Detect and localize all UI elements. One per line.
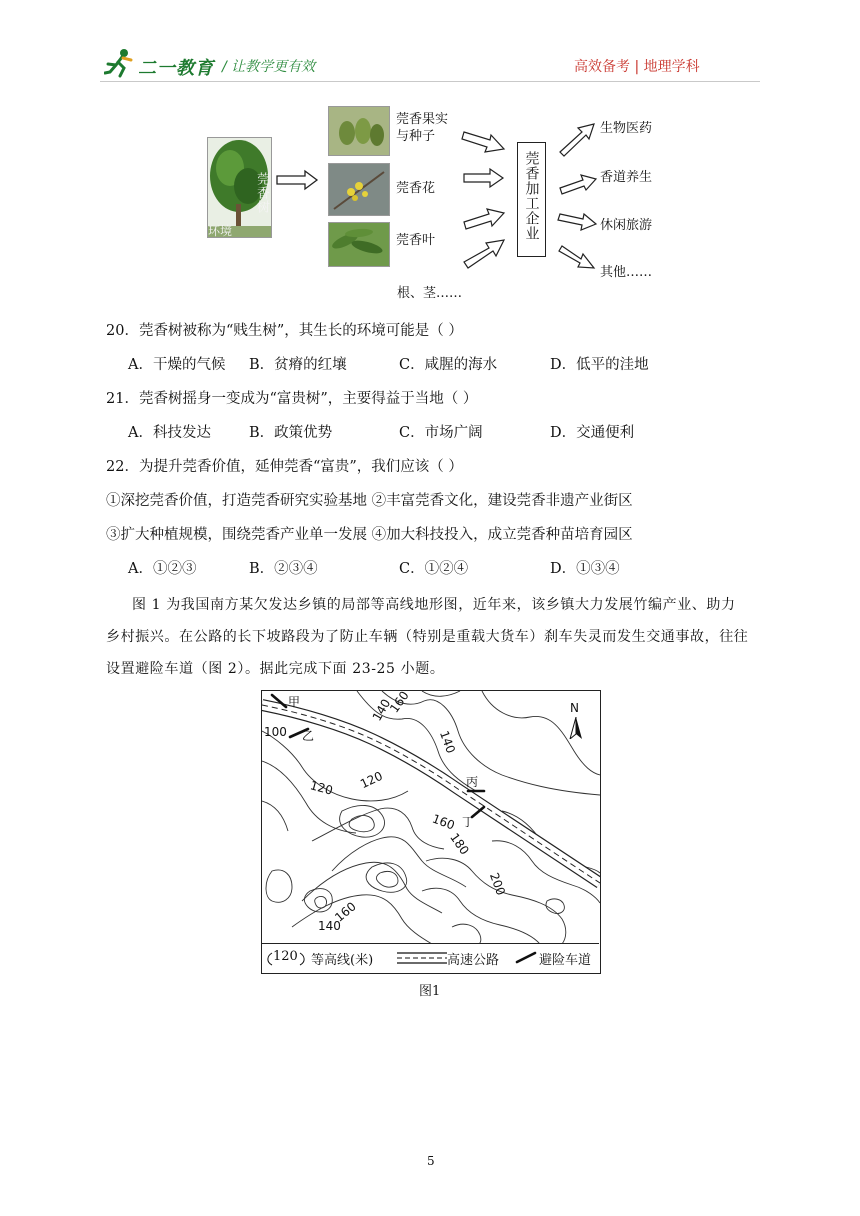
- option-22-c: C．①②④: [399, 561, 469, 577]
- legend-contour-value: 120: [273, 949, 298, 964]
- flow-arrows-in: [460, 122, 508, 272]
- north-label: N: [570, 701, 579, 715]
- flower-label: 莞香花: [396, 181, 436, 196]
- contour-label-120-a: 120: [358, 768, 385, 792]
- contour-label-120-b: 120: [308, 778, 335, 798]
- place-ding: 丁: [462, 815, 475, 829]
- enterprise-box: [517, 142, 546, 257]
- place-bing: 丙: [466, 775, 479, 789]
- page-number: 5: [427, 1154, 435, 1168]
- option-22-d: D．①③④: [550, 561, 620, 577]
- leaf-photo: [328, 222, 390, 267]
- intro-line-1: 图 1 为我国南方某欠发达乡镇的局部等高线地形图，近年来，该乡镇大力发展竹编产业、助力: [132, 597, 736, 613]
- legend-contour-label: 等高线(米): [311, 953, 374, 968]
- contour-label-200: 200: [486, 870, 508, 898]
- flower-photo: [328, 163, 390, 216]
- contour-label-180: 180: [447, 830, 472, 858]
- place-yi: 乙: [302, 729, 315, 743]
- option-21-a: A．科技发达: [128, 425, 211, 441]
- output-tourism: 休闲旅游: [600, 218, 653, 233]
- place-jia: 甲: [288, 695, 301, 709]
- legend-highway-label: 高速公路: [447, 953, 500, 968]
- fruit-photo: [328, 106, 390, 156]
- question-20-stem: 20．莞香树被称为“贱生树”，其生长的环境可能是（ ）: [106, 323, 463, 339]
- fruit-label-line1: 莞香果实: [396, 112, 449, 127]
- flow-arrows-out: [556, 118, 598, 278]
- option-20-d: D．低平的洼地: [550, 357, 649, 373]
- contour-label-140-b: 140: [436, 728, 458, 756]
- output-wellness: 香道养生: [600, 170, 653, 185]
- contour-map: [261, 690, 601, 974]
- option-21-b: B．政策优势: [249, 425, 333, 441]
- option-21-c: C．市场广阔: [399, 425, 483, 441]
- tree-tag: 环境: [208, 224, 233, 238]
- highway-legend-icon: [397, 952, 447, 964]
- header-divider: [100, 81, 760, 82]
- figure-caption: 图1: [419, 984, 441, 999]
- intro-line-3: 设置避险车道（图 2）。据此完成下面 23-25 小题。: [106, 661, 445, 677]
- logo-text: 二一教育: [138, 58, 214, 79]
- fruit-label-line2: 与种子: [396, 129, 436, 144]
- contour-legend-icon-right: [299, 952, 309, 966]
- option-22-b: B．②③④: [249, 561, 318, 577]
- root-note: 根、茎……: [397, 286, 463, 301]
- option-20-b: B．贫瘠的红壤: [249, 357, 347, 373]
- flow-arrow-icon: [275, 169, 319, 191]
- north-arrow-icon: [569, 717, 583, 739]
- legend-escape-label: 避险车道: [539, 953, 592, 968]
- leaf-label: 莞香叶: [396, 233, 436, 248]
- contour-label-160-b: 160: [430, 811, 457, 833]
- contour-label-100: 100: [264, 725, 287, 739]
- statement-line-1: ①深挖莞香价值，打造莞香研究实验基地 ②丰富莞香文化，建设莞香非遗产业街区: [106, 493, 633, 509]
- contour-label-140-c: 140: [318, 919, 341, 933]
- output-other: 其他……: [600, 265, 653, 280]
- header-slogan: / 让教学更有效: [222, 59, 316, 75]
- enterprise-label: 莞香加工企业: [523, 151, 540, 241]
- tree-label: 莞香树: [254, 172, 269, 214]
- question-21-stem: 21．莞香树摇身一变成为“富贵树”，主要得益于当地（ ）: [106, 391, 478, 407]
- header-subject: 高效备考 | 地理学科: [574, 59, 700, 75]
- contour-label-140-a: 140: [369, 696, 394, 724]
- contour-label-160-c: 160: [332, 899, 359, 925]
- contour-label-160-a: 160: [387, 688, 412, 716]
- output-medicine: 生物医药: [600, 121, 653, 136]
- intro-line-2: 乡村振兴。在公路的长下坡路段为了防止车辆（特别是重载大货车）刹车失灵而发生交通事故，往往: [106, 629, 749, 645]
- option-20-c: C．咸腥的海水: [399, 357, 498, 373]
- option-21-d: D．交通便利: [550, 425, 635, 441]
- question-22-stem: 22．为提升莞香价值，延伸莞香“富贵”，我们应该（ ）: [106, 459, 463, 475]
- option-20-a: A．干燥的气候: [128, 357, 226, 373]
- fruit-label: [396, 111, 448, 145]
- map-legend: [261, 943, 599, 972]
- option-22-a: A．①②③: [128, 561, 197, 577]
- escape-lane-legend-icon: [515, 950, 537, 964]
- contour-legend-icon: [263, 952, 273, 966]
- logo-runner-icon: [104, 48, 136, 78]
- statement-line-2: ③扩大种植规模，围绕莞香产业单一发展 ④加大科技投入，成立莞香种苗培育园区: [106, 527, 633, 543]
